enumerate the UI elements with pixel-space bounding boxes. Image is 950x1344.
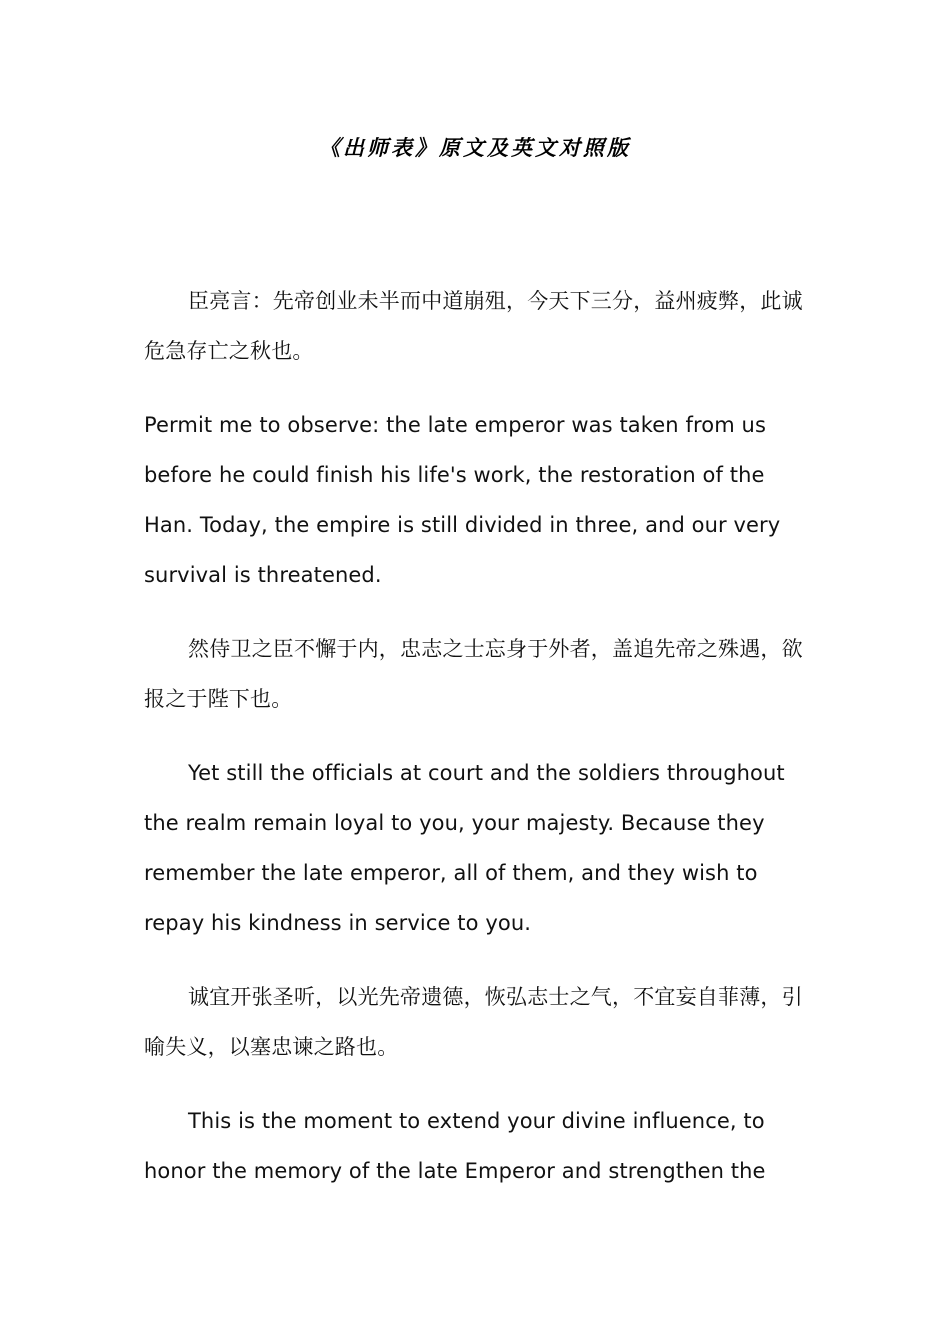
paragraph-gap <box>144 724 810 748</box>
paragraph-english-1: Permit me to observe: the late emperor was taken from us before he could finish his life's work, the restoration of the Han. Today, the empire is still divided in three, and our very survival is threatened. <box>144 413 781 587</box>
paragraph-chinese-2: 然侍卫之臣不懈于内，忠志之士忘身于外者，盖追先帝之殊遇，欲报之于陛下也。 <box>144 637 803 711</box>
paragraph-gap <box>144 948 810 972</box>
paragraph-chinese-3: 诚宜开张圣听，以光先帝遗德，恢弘志士之气，不宜妄自菲薄，引喻失义，以塞忠谏之路也。 <box>144 985 803 1059</box>
paragraph-english-3: This is the moment to extend your divine influence, to honor the memory of the late Emperor and strengthen the <box>144 1109 766 1183</box>
paragraph-english-2: Yet still the officials at court and the soldiers throughout the realm remain loyal to you, your majesty. Because they remember the late emperor, all of them, and they wish to repay his kindness in service to you. <box>144 761 785 935</box>
paragraph-gap <box>144 1072 810 1096</box>
paragraph-gap <box>144 600 810 624</box>
paragraph-chinese-1: 臣亮言：先帝创业未半而中道崩殂，今天下三分，益州疲弊，此诚危急存亡之秋也。 <box>144 289 803 363</box>
paragraph-gap <box>144 376 810 400</box>
document-body <box>144 276 810 1196</box>
document-title: 《出师表》原文及英文对照版 <box>319 135 631 160</box>
